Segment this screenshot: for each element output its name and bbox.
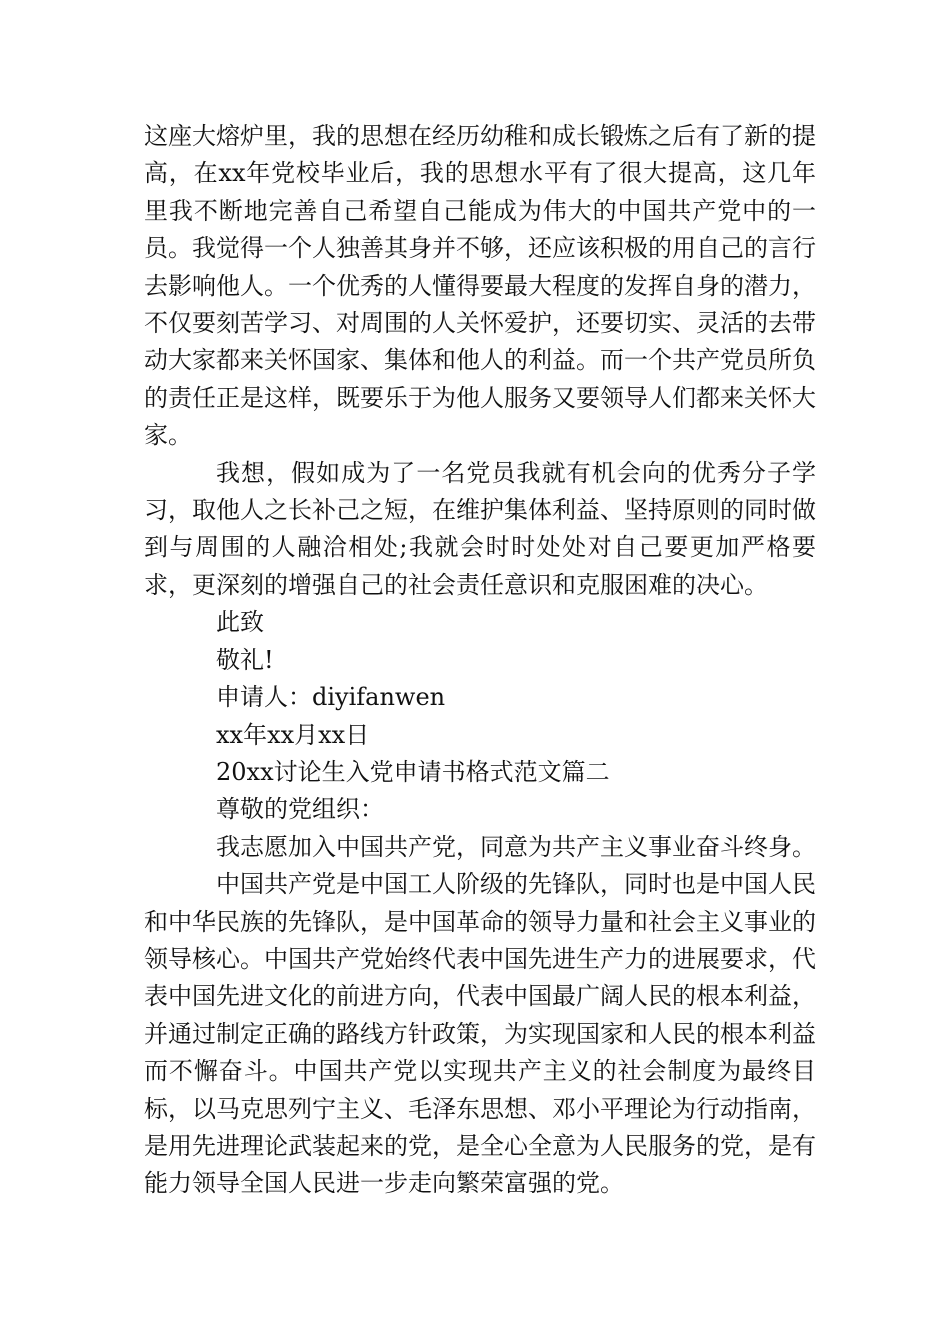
paragraph-pledge: 我志愿加入中国共产党，同意为共产主义事业奋斗终身。 [216, 832, 816, 861]
paragraph-party-description: 中国共产党是中国工人阶级的先锋队，同时也是中国人民和中华民族的先锋队，是中国革命的领导力量和社会主义事业的领导核心。中国共产党始终代表中国先进生产力的进展要求，代表中国先进文化的前进方向，代表中国最广阔人民的根本利益，并通过制定正确的路线方针政策，为实现国家和人民的根本利益而不懈奋斗。中国共产党以实现共产主义的社会制度为最终目标，以马克思列宁主义、毛泽东思想、邓小平理论为行动指南，是用先进理论武装起来的党，是全心全意为人民服务的党，是有能力领导全国人民进一步走向繁荣富强的党。 [144, 870, 816, 1198]
date-line: xx年xx月xx日 [216, 720, 370, 749]
closing-respect: 敬礼! [216, 645, 274, 674]
paragraph-2: 我想，假如成为了一名党员我就有机会向的优秀分子学习，取他人之长补己之短，在维护集体利益、坚持原则的同时做到与周围的人融洽相处;我就会时时处处对自己要更加严格要求，更深刻的增强自己的社会责任意识和克服困难的决心。 [144, 458, 816, 599]
applicant-line: 申请人：diyifanwen [216, 683, 446, 712]
section-title: 20xx讨论生入党申请书格式范文篇二 [216, 757, 610, 786]
paragraph-1: 这座大熔炉里，我的思想在经历幼稚和成长锻炼之后有了新的提高，在xx年党校毕业后，我的思想水平有了很大提高，这几年里我不断地完善自己希望自己能成为伟大的中国共产党中的一员。我觉得一个人独善其身并不够，还应该积极的用自己的言行去影响他人。一个优秀的人懂得要最大程度的发挥自身的潜力，不仅要刻苦学习、对周围的人关怀爱护，还要切实、灵活的去带动大家都来关怀国家、集体和他人的利益。而一个共产党员所负的责任正是这样，既要乐于为他人服务又要领导人们都来关怀大家。 [144, 122, 816, 450]
closing-salutation: 此致 [216, 608, 264, 637]
document-body [144, 118, 816, 1203]
greeting-line: 尊敬的党组织： [216, 795, 384, 824]
